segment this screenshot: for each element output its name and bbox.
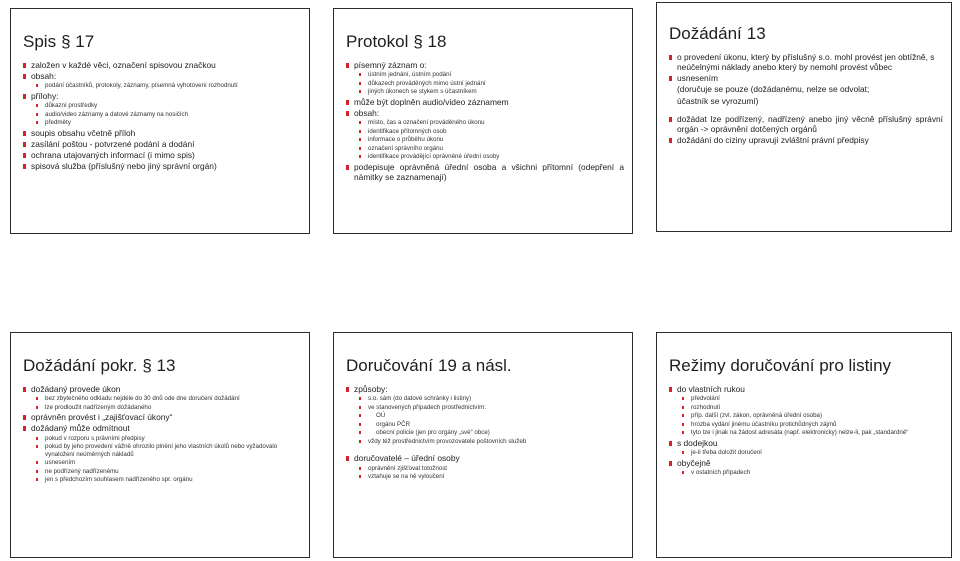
- list-item: může být doplněn audio/video záznamem: [346, 97, 624, 107]
- list-item: jen s předchozím souhlasem nadřízeného spr. orgánu: [23, 476, 301, 484]
- bullet-list: [23, 60, 301, 172]
- list-item: jiných úkonech se stykem s účastníkem: [346, 88, 624, 96]
- list-item: doručovatelé – úřední osoby: [346, 453, 624, 463]
- list-item: obsah:: [346, 108, 624, 118]
- slide-dozadani: [656, 2, 952, 232]
- list-item: obyčejně: [669, 458, 943, 468]
- list-item: spisová služba (příslušný nebo jiný správní orgán): [23, 161, 301, 171]
- list-item: soupis obsahu včetně příloh: [23, 128, 301, 138]
- slide-rezimy-dorucovani: [656, 332, 952, 558]
- list-item: přílohy:: [23, 91, 301, 101]
- list-item: bez zbytečného odkladu nejdéle do 30 dnů ode dne doručení dožádání: [23, 395, 301, 403]
- list-item: identifikace přítomných osob: [346, 128, 624, 136]
- list-item: předvolání: [669, 395, 943, 403]
- list-item: oprávněn provést i „zajišťovací úkony“: [23, 412, 301, 422]
- bullet-list: [346, 60, 624, 183]
- list-item: do vlastních rukou: [669, 384, 943, 394]
- slide-title: Protokol § 18: [346, 32, 447, 51]
- list-item: místo, čas a označení prováděného úkonu: [346, 119, 624, 127]
- slide-title: Spis § 17: [23, 32, 95, 51]
- slide-spis: [10, 8, 310, 234]
- list-item: audio/video záznamy a datové záznamy na nosičích: [23, 111, 301, 119]
- list-item: způsoby:: [346, 384, 624, 394]
- list-item: (doručuje se pouze (dožádanému, nelze se odvolat;: [677, 84, 870, 95]
- list-item: s dodejkou: [669, 438, 943, 448]
- list-item: důkazech prováděných mimo ústní jednání: [346, 80, 624, 88]
- list-item: předměty: [23, 119, 301, 127]
- list-item: ve stanovených případech prostřednictvím:: [346, 404, 624, 412]
- list-item: usnesením: [669, 73, 943, 83]
- slide-dozadani-pokr: [10, 332, 310, 558]
- list-item: v ostatních případech: [669, 469, 943, 477]
- list-item: obecní policie (jen pro orgány „své“ obce): [346, 429, 624, 437]
- list-item: vztahuje se na ně vyloučení: [346, 473, 624, 481]
- slide-title: Dožádání 13: [669, 24, 766, 43]
- list-item: oprávnění zjišťovat totožnost: [346, 465, 624, 473]
- list-item: vždy též prostřednictvím provozovatele poštovních služeb: [346, 438, 624, 446]
- list-item: OÚ: [346, 412, 624, 420]
- slide-protokol: [333, 8, 633, 234]
- list-item: založen v každé věci, označení spisovou značkou: [23, 60, 301, 70]
- list-item: dožádání do ciziny upravují zvláštní právní předpisy: [669, 135, 943, 145]
- list-item: rozhodnutí: [669, 404, 943, 412]
- list-item: dožádaný může odmítnout: [23, 423, 301, 433]
- list-item: identifikace provádějící oprávněné úřední osoby: [346, 153, 624, 161]
- list-item: dožádat lze podřízený, nadřízený anebo jiný věcně příslušný správní orgán -> oprávnění dotčených orgánů: [669, 114, 943, 135]
- list-item: podepisuje oprávněná úřední osoba a všichni přítomní (odepření a námitky se zaznamenají): [346, 162, 624, 183]
- list-item: lze prodloužit nadřízeným dožádaného: [23, 404, 301, 412]
- list-item: tyto lze i jinak na žádost adresáta (např. elektronicky) nelze-li, pak „standardně“: [669, 429, 943, 437]
- list-item: pokud by jeho provedení vážně ohrozilo plnění jeho vlastních úkolů nebo vyžadovalo vynaložení neúměrných nákladů: [23, 443, 301, 458]
- bullet-list: [346, 384, 624, 481]
- slide-title: Doručování 19 a násl.: [346, 356, 512, 375]
- list-item: ústním jednání, ústním podání: [346, 71, 624, 79]
- bullet-list: [669, 384, 943, 477]
- bullet-list: [23, 384, 301, 484]
- list-item: o provedení úkonu, který by příslušný s.o. mohl provést jen obtížně, s neúčelnými náklady anebo který by nemohl provést vůbec: [669, 52, 943, 73]
- list-item: dožádaný provede úkon: [23, 384, 301, 394]
- list-item: s.o. sám (do datové schránky i listiny): [346, 395, 624, 403]
- list-item: informace o průběhu úkonu: [346, 136, 624, 144]
- list-item: písemný záznam o:: [346, 60, 624, 70]
- list-item: ne podřízený nadřízenému: [23, 468, 301, 476]
- list-item: příp. další (zvl. zákon, oprávněná úřední osoba): [669, 412, 943, 420]
- list-item: účastník se vyrozumí): [677, 95, 759, 106]
- list-item: usnesením: [23, 459, 301, 467]
- list-item: podání účastníků, protokoly, záznamy, písemná vyhotovení rozhodnutí: [23, 82, 301, 90]
- slide-dorucovani: [333, 332, 633, 558]
- slide-title: Režimy doručování pro listiny: [669, 356, 892, 375]
- list-item: zasílání poštou - potvrzené podání a dodání: [23, 139, 301, 149]
- list-item: hrozba vydání jinému účastníku protichůdných zájmů: [669, 421, 943, 429]
- list-item: pokud v rozporu s právními předpisy: [23, 435, 301, 443]
- list-item: obsah:: [23, 71, 301, 81]
- list-item: důkazní prostředky: [23, 102, 301, 110]
- list-item: je-li třeba doložit doručení: [669, 449, 943, 457]
- list-item: orgánu PČR: [346, 421, 624, 429]
- bullet-list: [669, 52, 943, 146]
- list-item: označení správního orgánu: [346, 145, 624, 153]
- list-item: ochrana utajovaných informací (i mimo spis): [23, 150, 301, 160]
- slide-title: Dožádání pokr. § 13: [23, 356, 176, 375]
